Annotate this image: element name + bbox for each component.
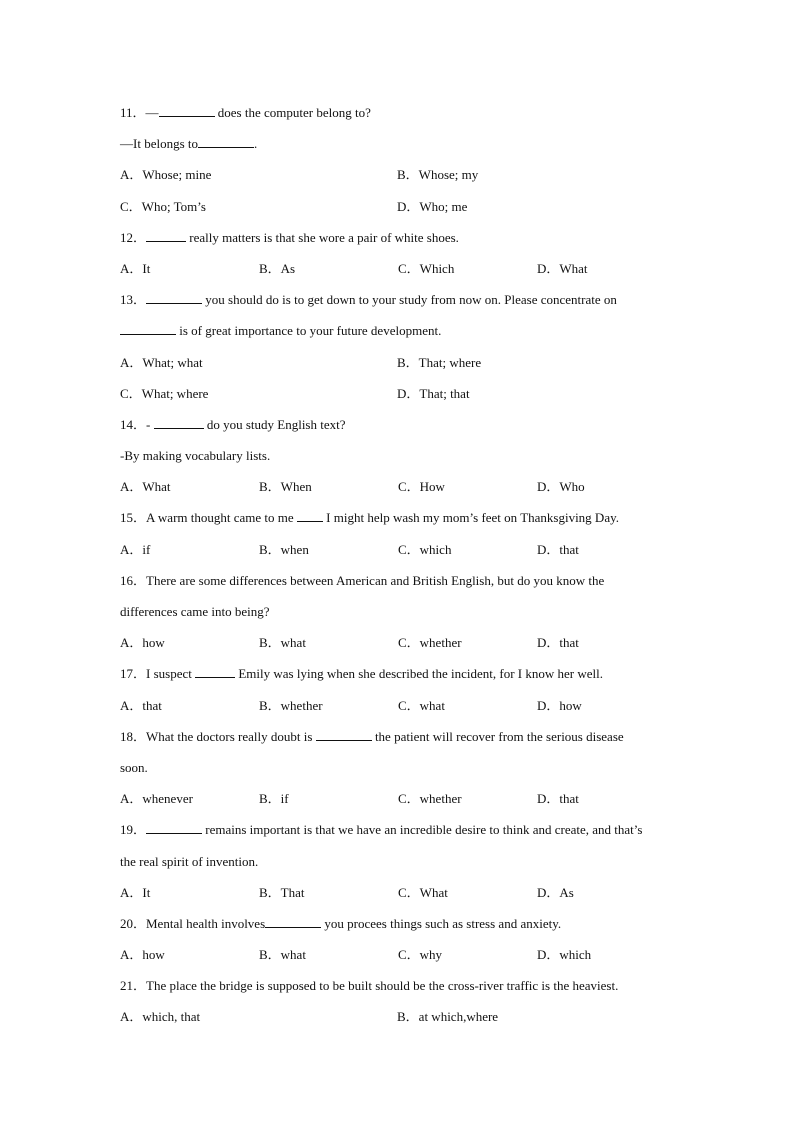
option-b[interactable]: B．what [259,635,306,651]
question-19-options [120,884,720,915]
option-c[interactable]: C．whether [398,635,462,651]
option-d[interactable]: D．Who [537,479,585,495]
question-17-line-1: 17．I suspect Emily was lying when she described the incident, for I know her well. [120,666,603,682]
question-21-options [120,1008,720,1039]
question-11-options-1 [120,166,720,197]
worksheet [120,104,720,1040]
question-13-options-1 [120,354,720,385]
answer-blank [159,104,215,117]
option-b[interactable]: B．As [259,260,296,276]
answer-blank [316,728,372,741]
question-16-line-2: differences came into being? [120,604,270,619]
answer-blank [195,665,235,678]
question-20-options [120,946,720,977]
option-d[interactable]: D．that [537,541,579,557]
question-21-line-1: 21．The place the bridge is supposed to be built should be the cross-river traffic is the heaviest. [120,978,619,994]
answer-blank [120,322,176,335]
option-a[interactable]: A．What; what [120,354,203,370]
question-13-options-2 [120,385,720,416]
answer-blank [265,915,321,928]
option-a[interactable]: A．What [120,479,171,495]
answer-blank [198,135,254,148]
option-c[interactable]: C．what [398,697,445,713]
option-d[interactable]: D．which [537,947,592,963]
option-c[interactable]: C．why [398,947,443,963]
option-b[interactable]: B．That; where [397,354,482,370]
option-a[interactable]: A．which, that [120,1009,201,1025]
option-c[interactable]: C．How [398,479,445,495]
option-c[interactable]: C．What [398,884,448,900]
option-d[interactable]: D．that [537,635,579,651]
question-19-line-1: 19． remains important is that we have an incredible desire to think and create, and that’s [120,822,643,838]
option-d[interactable]: D．how [537,697,582,713]
question-19-line-2: the real spirit of invention. [120,853,259,869]
option-b[interactable]: B．When [259,479,312,495]
question-14-line-1: 14．- do you study English text? [120,416,346,432]
question-11-options-2 [120,198,720,229]
question-16-options [120,634,720,665]
option-c[interactable]: C．What; where [120,385,209,401]
question-20-line-1: 20．Mental health involves you procees things such as stress and anxiety. [120,915,562,931]
option-a[interactable]: A．how [120,635,165,651]
option-a[interactable]: A．Whose; mine [120,167,212,183]
option-c[interactable]: C．whether [398,791,462,807]
answer-blank [146,821,202,834]
option-a[interactable]: A．It [120,884,151,900]
option-d[interactable]: D．What [537,260,588,276]
answer-blank [297,509,323,522]
answer-blank [146,291,202,304]
answer-blank [146,229,186,242]
option-a[interactable]: A．whenever [120,791,193,807]
question-11-line-1: 11．— does the computer belong to? [120,105,371,120]
option-b[interactable]: B．whether [259,697,323,713]
option-a[interactable]: A．how [120,947,165,963]
option-c[interactable]: C．Which [398,260,455,276]
answer-blank [154,416,204,429]
question-17-options [120,697,720,728]
question-18-line-1: 18．What the doctors really doubt is the patient will recover from the serious disease [120,728,624,744]
option-b[interactable]: B．at which,where [397,1009,499,1025]
question-13-line-1: 13． you should do is to get down to your study from now on. Please concentrate on [120,292,617,308]
option-a[interactable]: A．that [120,697,162,713]
question-15-line-1: 15．A warm thought came to me I might help wash my mom’s feet on Thanksgiving Day. [120,510,619,526]
question-16-line-1: 16．There are some differences between American and British English, but do you know the [120,572,605,588]
option-d[interactable]: D．That; that [397,385,470,401]
question-14-line-2: -By making vocabulary lists. [120,448,271,464]
option-c[interactable]: C．Who; Tom’s [120,198,206,214]
option-c[interactable]: C．which [398,541,452,557]
option-d[interactable]: D．As [537,884,574,900]
option-a[interactable]: A．It [120,260,151,276]
option-b[interactable]: B．That [259,884,305,900]
option-d[interactable]: D．Who; me [397,198,468,214]
question-12-options [120,260,720,291]
question-15-options [120,541,720,572]
option-a[interactable]: A．if [120,541,151,557]
option-b[interactable]: B．if [259,791,289,807]
question-13-line-2: is of great importance to your future development. [120,322,720,353]
option-d[interactable]: D．that [537,791,579,807]
option-b[interactable]: B．Whose; my [397,167,479,183]
question-12-line-1: 12． really matters is that she wore a pair of white shoes. [120,229,459,245]
question-14-options [120,478,720,509]
option-b[interactable]: B．what [259,947,306,963]
question-18-line-2: soon. [120,759,148,775]
question-11-line-2: —It belongs to . [120,136,258,152]
option-b[interactable]: B．when [259,541,309,557]
question-18-options [120,790,720,821]
